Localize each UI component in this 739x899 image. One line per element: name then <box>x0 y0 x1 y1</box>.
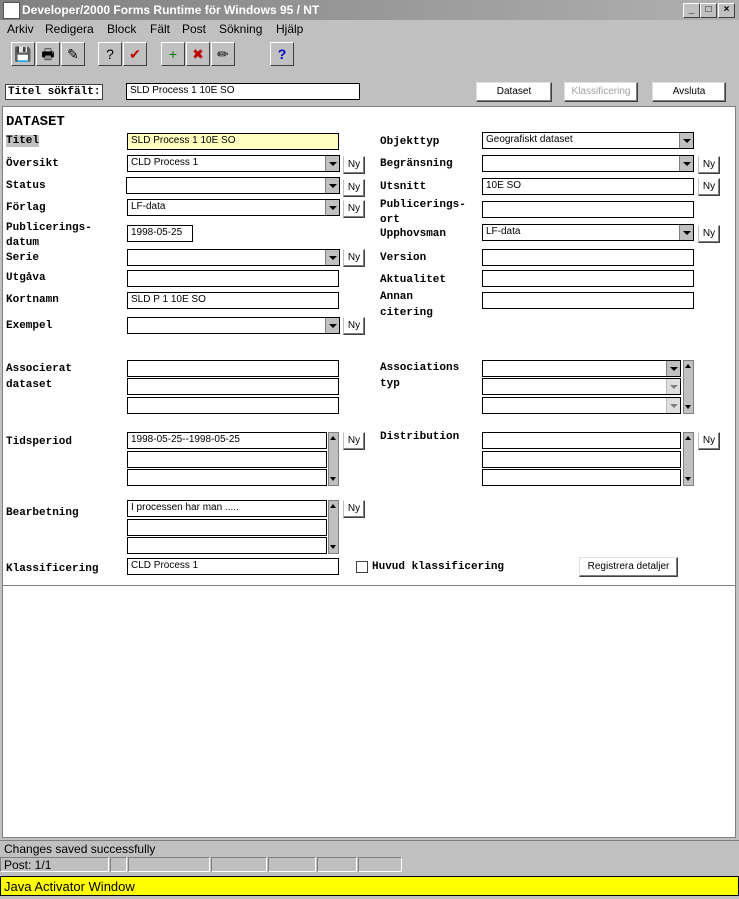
assoc-dataset-input-1[interactable] <box>127 360 339 377</box>
publort-label-1: Publicerings- <box>380 199 466 211</box>
chevron-down-icon[interactable] <box>679 225 693 240</box>
chevron-down-icon[interactable] <box>325 178 339 193</box>
huvud-klassificering-label: Huvud klassificering <box>372 561 505 573</box>
upphovsman-value: LF-data <box>486 226 521 237</box>
minimize-button[interactable]: _ <box>683 3 700 18</box>
menu-hjalp[interactable]: Hjälp <box>276 22 304 36</box>
edit-icon[interactable]: ✏ <box>211 42 235 66</box>
annan-citering-input[interactable] <box>482 292 694 309</box>
status-combo[interactable] <box>126 177 340 194</box>
chevron-down-icon[interactable] <box>666 398 680 413</box>
assoc-typ-combo-3[interactable] <box>482 397 681 414</box>
scroll-up-icon[interactable] <box>329 433 338 444</box>
exempel-combo[interactable] <box>127 317 340 334</box>
menu-redigera[interactable]: Redigera <box>45 22 94 36</box>
exit-icon[interactable]: ✎ <box>61 42 85 66</box>
delete-record-icon[interactable]: ✖ <box>186 42 210 66</box>
distribution-input-3[interactable] <box>482 469 681 486</box>
tidsperiod-scrollbar[interactable] <box>328 432 339 486</box>
save-icon[interactable]: 💾 <box>11 42 35 66</box>
help-icon[interactable]: ? <box>270 42 294 66</box>
bearbetning-input-3[interactable] <box>127 537 327 554</box>
scroll-down-icon[interactable] <box>329 542 338 553</box>
serie-combo[interactable] <box>127 249 340 266</box>
scroll-down-icon[interactable] <box>684 402 693 413</box>
forlag-label: Förlag <box>6 202 46 214</box>
utgava-label: Utgåva <box>6 272 46 284</box>
bearbetning-input-1[interactable]: I processen har man ..... <box>127 500 327 517</box>
forlag-combo[interactable] <box>127 199 340 216</box>
status-label: Status <box>6 180 46 192</box>
oversikt-combo[interactable] <box>127 155 340 172</box>
utsnitt-input[interactable]: 10E SO <box>482 178 694 195</box>
scroll-up-icon[interactable] <box>684 433 693 444</box>
chevron-down-icon[interactable] <box>666 379 680 394</box>
avsluta-button[interactable]: Avsluta <box>652 82 726 102</box>
tidsperiod-input-2[interactable] <box>127 451 327 468</box>
version-input[interactable] <box>482 249 694 266</box>
begransning-label: Begränsning <box>380 158 453 170</box>
status-segment <box>358 857 402 872</box>
forlag-value: LF-data <box>131 201 166 212</box>
assoc-typ-label-1: Associations <box>380 362 460 374</box>
upphovsman-combo[interactable] <box>482 224 694 241</box>
aktualitet-input[interactable] <box>482 270 694 287</box>
chevron-down-icon[interactable] <box>325 250 339 265</box>
chevron-down-icon[interactable] <box>666 361 680 376</box>
assoc-dataset-label-1: Associerat <box>6 363 73 375</box>
scroll-up-icon[interactable] <box>329 501 338 512</box>
tidsperiod-input-1[interactable]: 1998-05-25--1998-05-25 <box>127 432 327 449</box>
maximize-button[interactable]: □ <box>700 3 717 18</box>
menu-falt[interactable]: Fält <box>150 22 171 36</box>
app-icon <box>3 2 20 19</box>
serie-label: Serie <box>6 252 40 264</box>
search-label: Titel sökfält: <box>5 84 103 100</box>
dataset-button[interactable]: Dataset <box>476 82 552 102</box>
chevron-down-icon[interactable] <box>679 133 693 148</box>
status-ny-button[interactable]: Ny <box>343 179 365 197</box>
status-segment <box>128 857 210 872</box>
publdatum-label-1: Publicerings- <box>6 222 92 234</box>
assoc-typ-combo-2[interactable] <box>482 378 681 395</box>
window-title: Developer/2000 Forms Runtime för Windows 95 / NT <box>22 3 320 17</box>
annan-label-2: citering <box>380 307 433 319</box>
chevron-down-icon[interactable] <box>325 156 339 171</box>
print-icon[interactable]: 🖶 <box>36 42 60 66</box>
publdatum-label-2: datum <box>6 237 40 249</box>
close-button[interactable]: × <box>718 3 735 18</box>
bearbetning-input-2[interactable] <box>127 519 327 536</box>
objekttyp-label: Objekttyp <box>380 136 440 148</box>
registrera-detaljer-button[interactable]: Registrera detaljer <box>579 557 678 577</box>
assoc-typ-label-2: typ <box>380 378 400 390</box>
record-status-bar <box>0 857 739 873</box>
chevron-down-icon[interactable] <box>325 200 339 215</box>
aktualitet-label: Aktualitet <box>380 274 447 286</box>
objekttyp-combo[interactable] <box>482 132 694 149</box>
utsnitt-label: Utsnitt <box>380 181 427 193</box>
tidsperiod-input-3[interactable] <box>127 469 327 486</box>
utgava-input[interactable] <box>127 270 339 287</box>
record-indicator <box>0 857 109 872</box>
distribution-input-2[interactable] <box>482 451 681 468</box>
version-label: Version <box>380 252 427 264</box>
annan-label-1: Annan <box>380 291 414 303</box>
objekttyp-value: Geografiskt dataset <box>486 134 573 145</box>
status-segment <box>268 857 316 872</box>
oversikt-label: Översikt <box>6 158 59 170</box>
status-message: Changes saved successfully <box>4 842 156 856</box>
assoc-dataset-input-3[interactable] <box>127 397 339 414</box>
exempel-label: Exempel <box>6 320 53 332</box>
publort-label-2: ort <box>380 214 400 226</box>
oversikt-value: CLD Process 1 <box>131 157 199 168</box>
menu-block[interactable]: Block <box>107 22 137 36</box>
titel-label: Titel <box>6 135 40 147</box>
klassificering-button[interactable]: Klassificering <box>564 82 638 102</box>
menu-arkiv[interactable]: Arkiv <box>7 22 34 36</box>
oversikt-ny-button[interactable]: Ny <box>343 156 365 174</box>
distribution-scrollbar[interactable] <box>683 432 694 486</box>
distribution-label: Distribution <box>380 431 460 443</box>
status-message-bar <box>0 840 739 857</box>
scroll-down-icon[interactable] <box>329 474 338 485</box>
menu-bar <box>0 20 739 38</box>
exempel-ny-button[interactable]: Ny <box>343 317 365 335</box>
kortnamn-input[interactable]: SLD P 1 10E SO <box>127 292 339 309</box>
insert-record-icon[interactable]: + <box>161 42 185 66</box>
tidsperiod-label: Tidsperiod <box>6 436 73 448</box>
search-input[interactable]: SLD Process 1 10E SO <box>126 83 360 100</box>
upphovsman-ny-button[interactable]: Ny <box>698 225 720 243</box>
assoc-dataset-input-2[interactable] <box>127 378 339 395</box>
publdatum-input[interactable]: 1998-05-25 <box>127 225 193 242</box>
record-count: Post: 1/1 <box>4 858 52 872</box>
status-segment <box>110 857 127 872</box>
scroll-up-icon[interactable] <box>684 361 693 372</box>
distribution-ny-button[interactable]: Ny <box>698 432 720 450</box>
menu-sokning[interactable]: Sökning <box>219 22 263 36</box>
assoc-typ-scrollbar[interactable] <box>683 360 694 414</box>
status-segment <box>211 857 267 872</box>
menu-post[interactable]: Post <box>182 22 207 36</box>
bearbetning-label: Bearbetning <box>6 507 79 519</box>
distribution-input-1[interactable] <box>482 432 681 449</box>
chevron-down-icon[interactable] <box>679 156 693 171</box>
upphovsman-label: Upphovsman <box>380 228 447 240</box>
tidsperiod-ny-button[interactable]: Ny <box>343 432 365 450</box>
huvud-klassificering-checkbox[interactable] <box>356 561 368 573</box>
java-activator-bar <box>0 876 739 896</box>
java-activator-label: Java Activator Window <box>4 879 135 894</box>
query-icon[interactable]: ? <box>98 42 122 66</box>
klassificering-input[interactable]: CLD Process 1 <box>127 558 339 575</box>
titel-input[interactable]: SLD Process 1 10E SO <box>127 133 339 150</box>
check-icon[interactable]: ✔ <box>123 42 147 66</box>
window-title-bar <box>0 0 739 20</box>
utsnitt-ny-button[interactable]: Ny <box>698 178 720 196</box>
bearbetning-scrollbar[interactable] <box>328 500 339 554</box>
forlag-ny-button[interactable]: Ny <box>343 200 365 218</box>
serie-ny-button[interactable]: Ny <box>343 249 365 267</box>
kortnamn-label: Kortnamn <box>6 294 59 306</box>
form-heading: DATASET <box>6 114 65 130</box>
chevron-down-icon[interactable] <box>325 318 339 333</box>
publort-input[interactable] <box>482 201 694 218</box>
status-segment <box>317 857 357 872</box>
klassificering-label: Klassificering <box>6 563 99 575</box>
scroll-down-icon[interactable] <box>684 474 693 485</box>
bearbetning-ny-button[interactable]: Ny <box>343 500 365 518</box>
begransning-combo[interactable] <box>482 155 694 172</box>
blank-canvas <box>2 586 736 838</box>
assoc-typ-combo-1[interactable] <box>482 360 681 377</box>
begransning-ny-button[interactable]: Ny <box>698 156 720 174</box>
assoc-dataset-label-2: dataset <box>6 379 53 391</box>
